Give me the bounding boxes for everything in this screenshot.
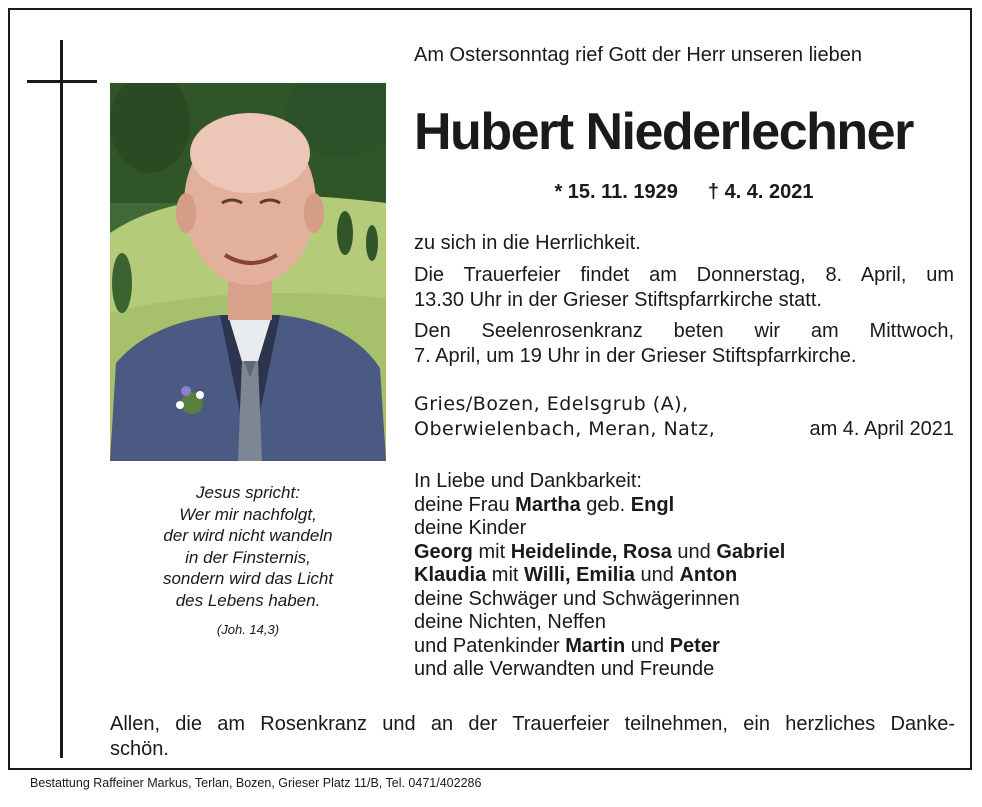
cross-icon-bar	[27, 80, 97, 83]
family-line: deine Frau Martha geb. Engl	[414, 493, 675, 516]
quote-line: Wer mir nachfolgt,	[179, 504, 317, 524]
intro-text: Am Ostersonntag rief Gott der Herr unseren lieben	[414, 44, 862, 66]
death-date: † 4. 4. 2021	[707, 181, 814, 203]
funeral-home-footer: Bestattung Raffeiner Markus, Terlan, Bozen, Grieser Platz 11/B, Tel. 0471/402286	[30, 776, 482, 790]
quote-line: der wird nicht wandeln	[163, 526, 333, 545]
thanks-line: Allen, die am Rosenkranz und an der Trauerfeier teilnehmen, ein herzliches Danke-	[110, 713, 955, 735]
family-line: und alle Verwandten und Freunde	[414, 658, 715, 680]
family-line: Georg mit Heidelinde, Rosa und Gabriel	[414, 540, 786, 563]
family-list	[414, 470, 785, 682]
quote-line: Jesus spricht:	[196, 483, 300, 502]
rosary-info	[414, 319, 954, 369]
rosary-line: Den Seelenrosenkranz beten wir am Mittwoch,	[414, 320, 954, 342]
funeral-info	[414, 263, 954, 313]
cross-icon	[60, 40, 63, 758]
quote-line: sondern wird das Licht	[162, 569, 334, 588]
herrlichkeit-text: zu sich in die Herrlichkeit.	[414, 232, 641, 254]
family-line: deine Nichten, Neffen	[414, 611, 606, 633]
places-line: Gries/Bozen, Edelsgrub (A),	[414, 393, 689, 415]
family-line: und Patenkinder Martin und Peter	[414, 634, 720, 657]
deceased-name: Hubert Niederlechner	[414, 103, 913, 161]
family-intro: In Liebe und Dankbarkeit:	[414, 470, 642, 492]
family-line: deine Kinder	[414, 517, 527, 539]
family-line: Klaudia mit Willi, Emilia und Anton	[414, 564, 738, 586]
thanks-text	[110, 712, 955, 762]
family-line: deine Schwäger und Schwägerinnen	[414, 587, 740, 610]
rosary-line: 7. April, um 19 Uhr in der Grieser Stiftspfarrkirche.	[414, 345, 857, 367]
thanks-line: schön.	[110, 738, 169, 760]
place-date: am 4. April 2021	[809, 418, 954, 440]
funeral-line: Die Trauerfeier findet am Donnerstag, 8. April, um	[414, 264, 954, 286]
bible-quote	[110, 482, 386, 641]
life-dates	[414, 181, 954, 204]
places-line: Oberwielenbach, Meran, Natz,	[414, 418, 716, 440]
places-date	[414, 392, 954, 442]
portrait-photo	[110, 83, 386, 461]
quote-reference: (Joh. 14,3)	[216, 622, 280, 637]
funeral-line: 13.30 Uhr in der Grieser Stiftspfarrkirche statt.	[414, 289, 822, 311]
quote-line: des Lebens haben.	[175, 590, 321, 610]
birth-date: * 15. 11. 1929	[554, 181, 678, 203]
quote-line: in der Finsternis,	[185, 547, 311, 567]
